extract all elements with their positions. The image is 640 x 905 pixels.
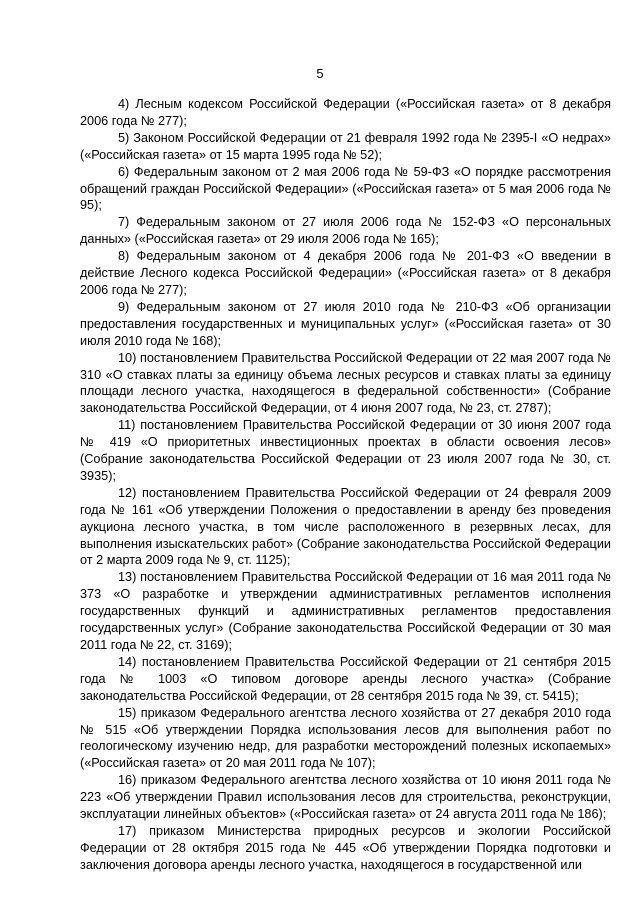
list-item: 9) Федеральным законом от 27 июля 2010 года № 210-ФЗ «Об организации предоставления государственных и муниципальных услуг» («Российская газета» от 30 июля 2010 года № 168); bbox=[80, 299, 611, 348]
list-item: 17) приказом Министерства природных ресурсов и экологии Российской Федерации от 28 октября 2015 года № 445 «Об утверждении Порядка подготовки и заключения договора аренды лесного участка, находящегося в государственной или bbox=[80, 823, 611, 872]
document-body bbox=[80, 96, 611, 874]
list-item: 13) постановлением Правительства Российской Федерации от 16 мая 2011 года № 373 «О разработке и утверждении административных регламентов исполнения государственных функций и административных регламентов предоставления государственных услуг» (Собрание законодательства Российской Федерации от 30 мая 2011 года № 22, ст. 3169); bbox=[80, 570, 611, 652]
list-item: 12) постановлением Правительства Российской Федерации от 24 февраля 2009 года № 161 «Об утверждении Положения о предоставлении в аренду без проведения аукциона лесного участка, в том числе расположенного в резервных лесах, для выполнения изыскательских работ» (Собрание законодательства Российской Федерации от 2 марта 2009 года № 9, ст. 1125); bbox=[80, 485, 611, 568]
list-item: 4) Лесным кодексом Российской Федерации («Российская газета» от 8 декабря 2006 года № 277); bbox=[80, 97, 611, 128]
list-item: 8) Федеральным законом от 4 декабря 2006 года № 201-ФЗ «О введении в действие Лесного кодекса Российской Федерации» («Российская газета» от 8 декабря 2006 года № 277); bbox=[80, 249, 611, 297]
list-item: 14) постановлением Правительства Российской Федерации от 21 сентября 2015 года № 1003 «О типовом договоре аренды лесного участка» (Собрание законодательства Российской Федерации, от 28 сентября 2015 года № 39, ст. 5415); bbox=[80, 654, 611, 703]
list-item: 11) постановлением Правительства Российской Федерации от 30 июня 2007 года № 419 «О приоритетных инвестиционных проектах в области освоения лесов» (Собрание законодательства Российской Федерации от 23 июля 2007 года № 30, ст. 3935); bbox=[80, 418, 611, 483]
list-item: 7) Федеральным законом от 27 июля 2006 года № 152-ФЗ «О персональных данных» («Российская газета» от 29 июля 2006 года № 165); bbox=[80, 215, 611, 247]
list-item: 16) приказом Федерального агентства лесного хозяйства от 10 июня 2011 года № 223 «Об утверждении Правил использования лесов для строительства, реконструкции, эксплуатации линейных объектов» («Российская газета» от 24 августа 2011 года № 186); bbox=[80, 773, 611, 822]
list-item: 6) Федеральным законом от 2 мая 2006 года № 59-ФЗ «О порядке рассмотрения обращений граждан Российской Федерации» («Российская газета» от 5 мая 2006 года № 95); bbox=[80, 164, 611, 213]
page-number: 5 bbox=[316, 66, 324, 81]
list-item: 5) Законом Российской Федерации от 21 февраля 1992 года № 2395-I «О недрах» («Российская газета» от 15 марта 1995 года № 52); bbox=[80, 130, 611, 162]
list-item: 15) приказом Федерального агентства лесного хозяйства от 27 декабря 2010 года № 515 «Об утверждении Порядка использования лесов для выполнения работ по геологическому изучению недр, для разработки месторождений полезных ископаемых» («Российская газета» от 20 мая 2011 года № 107); bbox=[80, 705, 611, 771]
list-item: 10) постановлением Правительства Российской Федерации от 22 мая 2007 года № 310 «О ставках платы за единицу объема лесных ресурсов и ставках платы за единицу площади лесного участка, находящегося в федеральной собственности» (Собрание законодательства Российской Федерации, от 4 июня 2007 года, № 23, ст. 2787); bbox=[80, 350, 611, 416]
